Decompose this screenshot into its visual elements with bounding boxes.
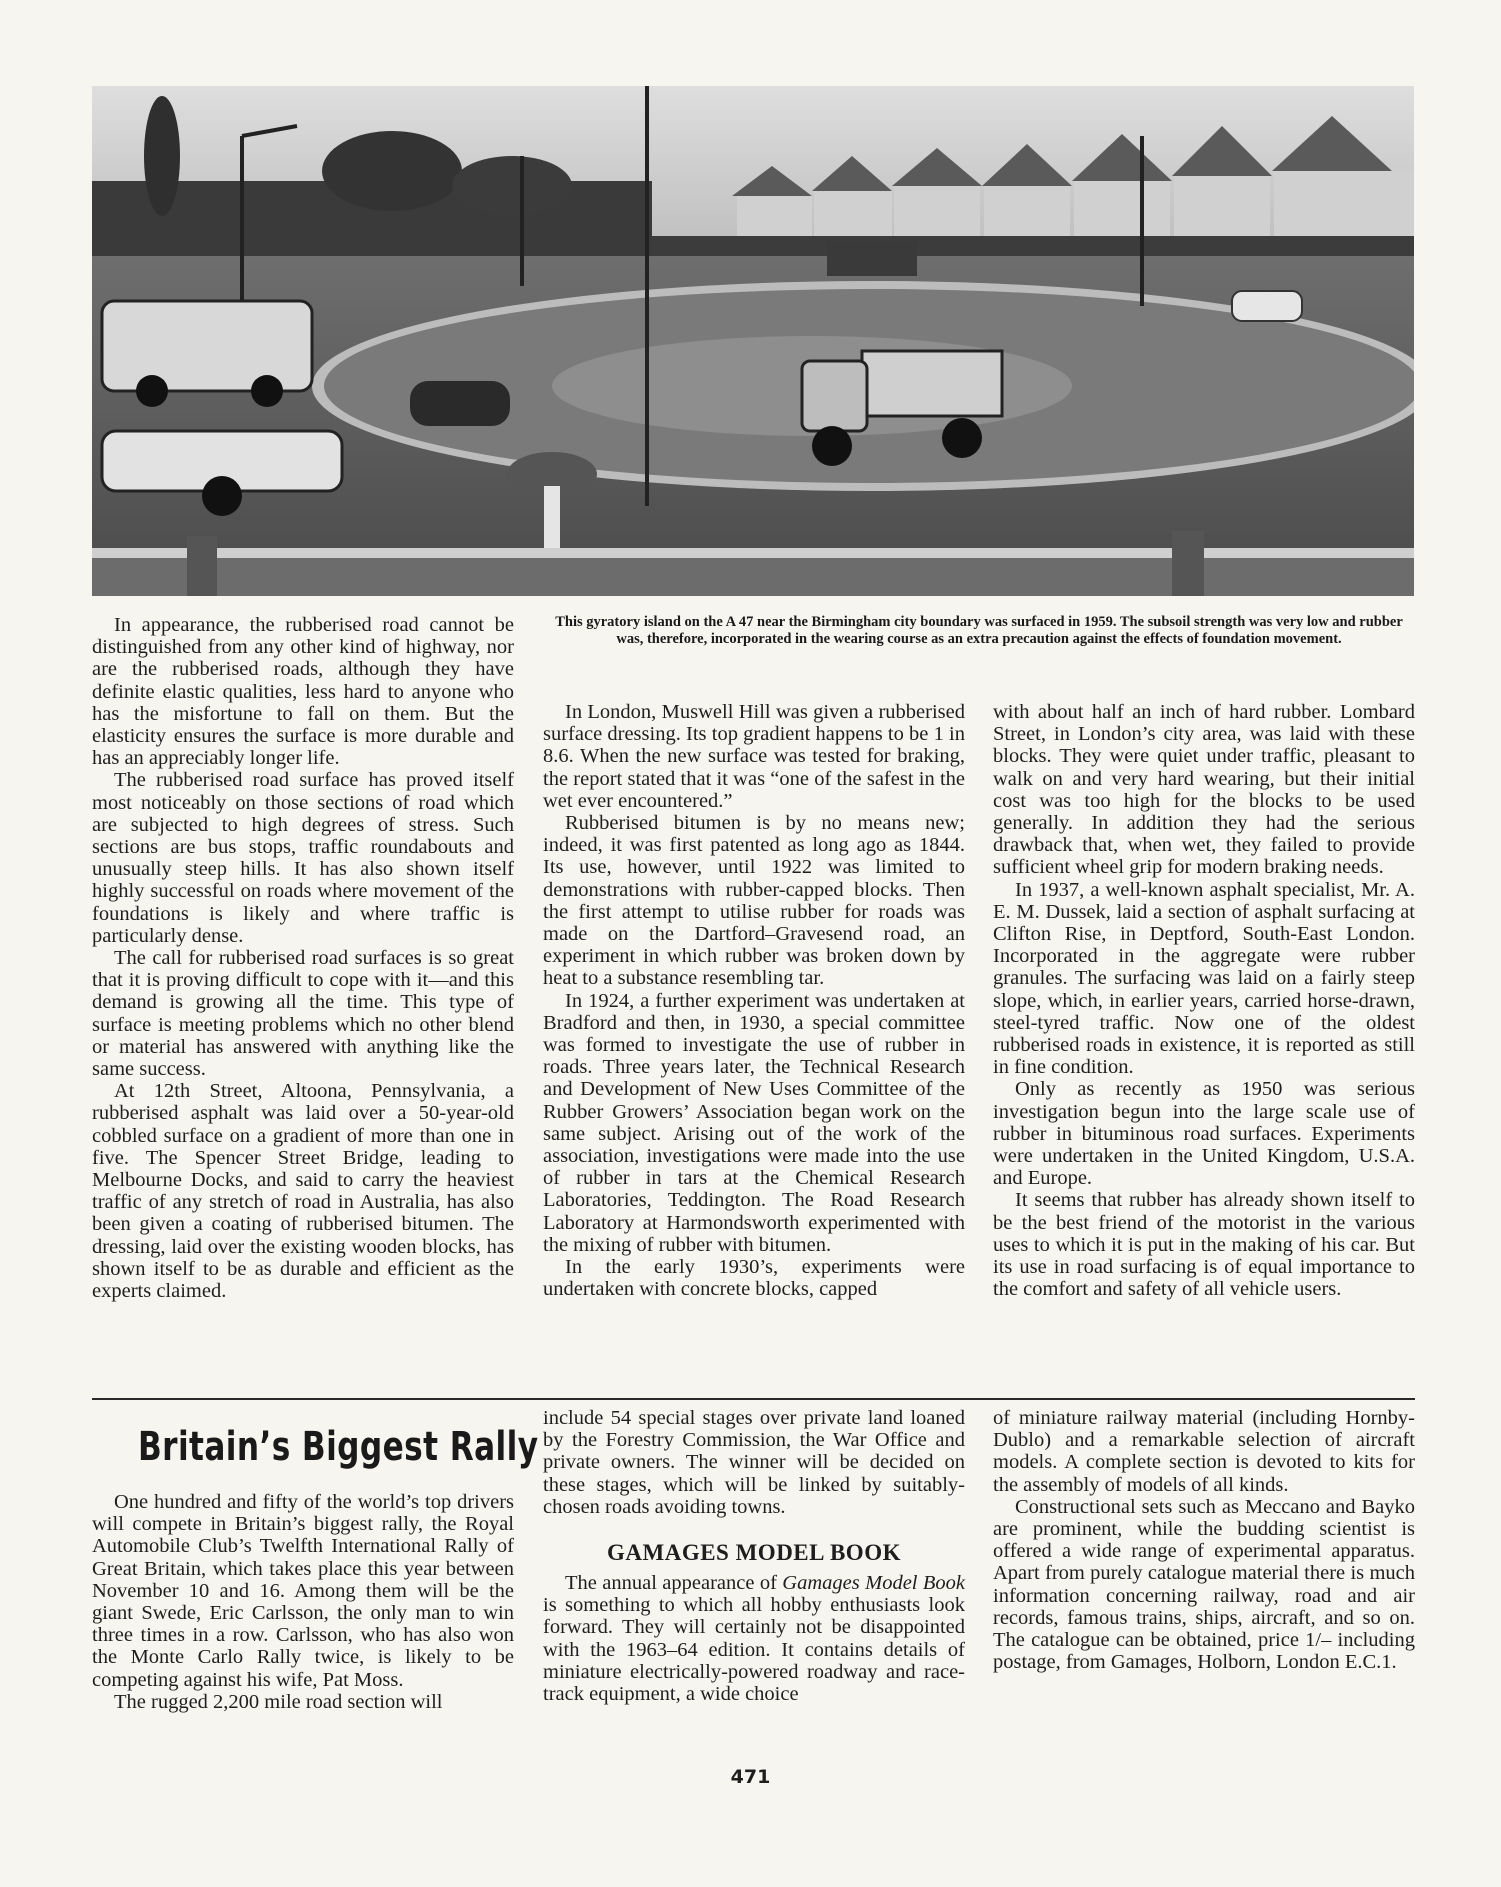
article-paragraph: Only as recently as 1950 was serious investigation begun into the large scale use of rubber in bituminous road surfaces. Experiments were undertaken in the United Kingdom, U.S.A. and Europe. [993, 1078, 1415, 1190]
article-paragraph: In appearance, the rubberised road cannot be distinguished from any other kind of highway, nor are the rubberised roads, although they have definite elastic qualities, less hard to anyone who has the misfortune to fall on them. But the elasticity ensures the surface is more durable and has an appreciably longer life. [92, 614, 514, 770]
rally-column [92, 1407, 539, 1713]
article-paragraph: At 12th Street, Altoona, Pennsylvania, a rubberised asphalt was laid over a 50-year-old cobbled surface on a gradient of more than one in five. The Spencer Street Bridge, leading to Melbourne Docks, and said to carry the heaviest traffic of any stretch of road in Australia, has also been given a coating of rubberised bitumen. The dressing, laid over the existing wooden blocks, has shown itself to be as durable and efficient as the experts claimed. [92, 1080, 514, 1303]
rally-gamages-column [543, 1407, 965, 1705]
gamages-heading: GAMAGES MODEL BOOK [607, 1540, 901, 1566]
photo-caption: This gyratory island on the A 47 near the Birmingham city boundary was surfaced in 1959. The subsoil strength was very low and rubber was, therefore, incorporated in the wearing course as an extra precaution against the effects of foundation movement. [555, 614, 1403, 647]
rally-continued-paragraph: include 54 special stages over private land loaned by the Forestry Commission, the War Office and private owners. The winner will be decided on these stages, which will be linked by suitably-chosen roads avoiding towns. [543, 1407, 965, 1518]
gamages-text: The annual appearance of [565, 1572, 783, 1595]
article-paragraph: Rubberised bitumen is by no means new; indeed, it was first patented as long ago as 1844. Its use, however, until 1922 was limited to demonstrations with rubber-capped blocks. Then the first attempt to utilise rubber for roads was made on the Dartford–Gravesend road, an experiment in which rubber was broken down by heat to a substance resembling tar. [543, 812, 965, 990]
article-paragraph: In 1937, a well-known asphalt specialist, Mr. A. E. M. Dussek, laid a section of asphalt surfacing at Clifton Rise, in Deptford, South-East London. Incorporated in the aggregate were rubber granules. The surfacing was laid on a fairly steep slope, which, in earlier years, carried horse-drawn, steel-tyred traffic. Now one of the oldest rubberised roads in existence, it is reported as still in fine condition. [993, 878, 1415, 1079]
gamages-paragraph [543, 1572, 965, 1705]
gamages-text: is something to which all hobby enthusiasts look forward. They will certainly not be disappointed with the 1963–64 edition. It contains details of miniature electrically-powered roadway and race-track equipment, a wide choice [543, 1594, 965, 1706]
article-column-1 [92, 614, 514, 1302]
rally-heading: Britain’s Biggest Rally [138, 1424, 539, 1470]
gamages-paragraph: Constructional sets such as Meccano and Bayko are prominent, while the budding scientist is offered a wide range of experimental apparatus. Apart from purely catalogue material there is much information concerning railway, road and air records, famous trains, ships, aircraft, and so on. The catalogue can be obtained, price 1/– including postage, from Gamages, Holborn, London E.C.1. [993, 1495, 1415, 1674]
article-column-3 [993, 701, 1415, 1300]
roundabout-photo-drawing [92, 86, 1414, 596]
article-column-2 [543, 701, 965, 1300]
rally-paragraph: The rugged 2,200 mile road section will [114, 1690, 443, 1713]
section-divider [92, 1398, 1415, 1400]
gamages-paragraph: of miniature railway material (including Hornby-Dublo) and a remarkable selection of aircraft models. A complete section is devoted to kits for the assembly of models of all kinds. [993, 1407, 1415, 1496]
rally-paragraph: One hundred and fifty of the world’s top drivers will compete in Britain’s biggest rally, the Royal Automobile Club’s Twelfth International Rally of Great Britain, which takes place this year between November 10 and 16. Among them will be the giant Swede, Eric Carlsson, the only man to win three times in a row. Carlsson, who has also won the Monte Carlo Rally twice, is likely to be competing against his wife, Pat Moss. [92, 1491, 514, 1691]
gamages-column [993, 1407, 1415, 1673]
article-paragraph: The rubberised road surface has proved itself most noticeably on those sections of road which are subjected to high degrees of stress. Such sections are bus stops, traffic roundabouts and unusually steep hills. It has also shown itself highly successful on roads where movement of the foundations is likely and where traffic is particularly dense. [92, 769, 514, 947]
article-paragraph: In the early 1930’s, experiments were undertaken with concrete blocks, capped [543, 1256, 965, 1301]
gamages-book-title: Gamages Model Book [782, 1572, 965, 1595]
article-paragraph: In London, Muswell Hill was given a rubberised surface dressing. Its top gradient happens to be 1 in 8.6. When the new surface was tested for braking, the report stated that it was “one of the safest in the wet ever encountered.” [543, 701, 965, 812]
article-paragraph: It seems that rubber has already shown itself to be the best friend of the motorist in the various uses to which it is put in the making of his car. But its use in road surfacing is of equal importance to the comfort and safety of all vehicle users. [993, 1189, 1415, 1301]
page-number: 471 [730, 1766, 771, 1788]
roundabout-photo [92, 86, 1414, 596]
article-paragraph: The call for rubberised road surfaces is so great that it is proving difficult to cope with it—and this demand is growing all the time. This type of surface is meeting problems which no other blend or material has answered with anything like the same success. [92, 947, 514, 1081]
article-paragraph: In 1924, a further experiment was undertaken at Bradford and then, in 1930, a special committee was formed to investigate the use of rubber in roads. Three years later, the Technical Research and Development of New Uses Committee of the Rubber Growers’ Association began work on the same subject. Arising out of the work of the association, investigations were made into the use of rubber in tars at the Chemical Research Laboratories, Teddington. The Road Research Laboratory at Harmondsworth experimented with the mixing of rubber with bitumen. [543, 989, 965, 1256]
article-paragraph: with about half an inch of hard rubber. Lombard Street, in London’s city area, was laid with these blocks. They were quiet under traffic, pleasant to walk on and very hard wearing, but their initial cost was too high for the blocks to be used generally. In addition they had the serious drawback that, when wet, they failed to provide sufficient wheel grip for modern braking needs. [993, 701, 1415, 879]
